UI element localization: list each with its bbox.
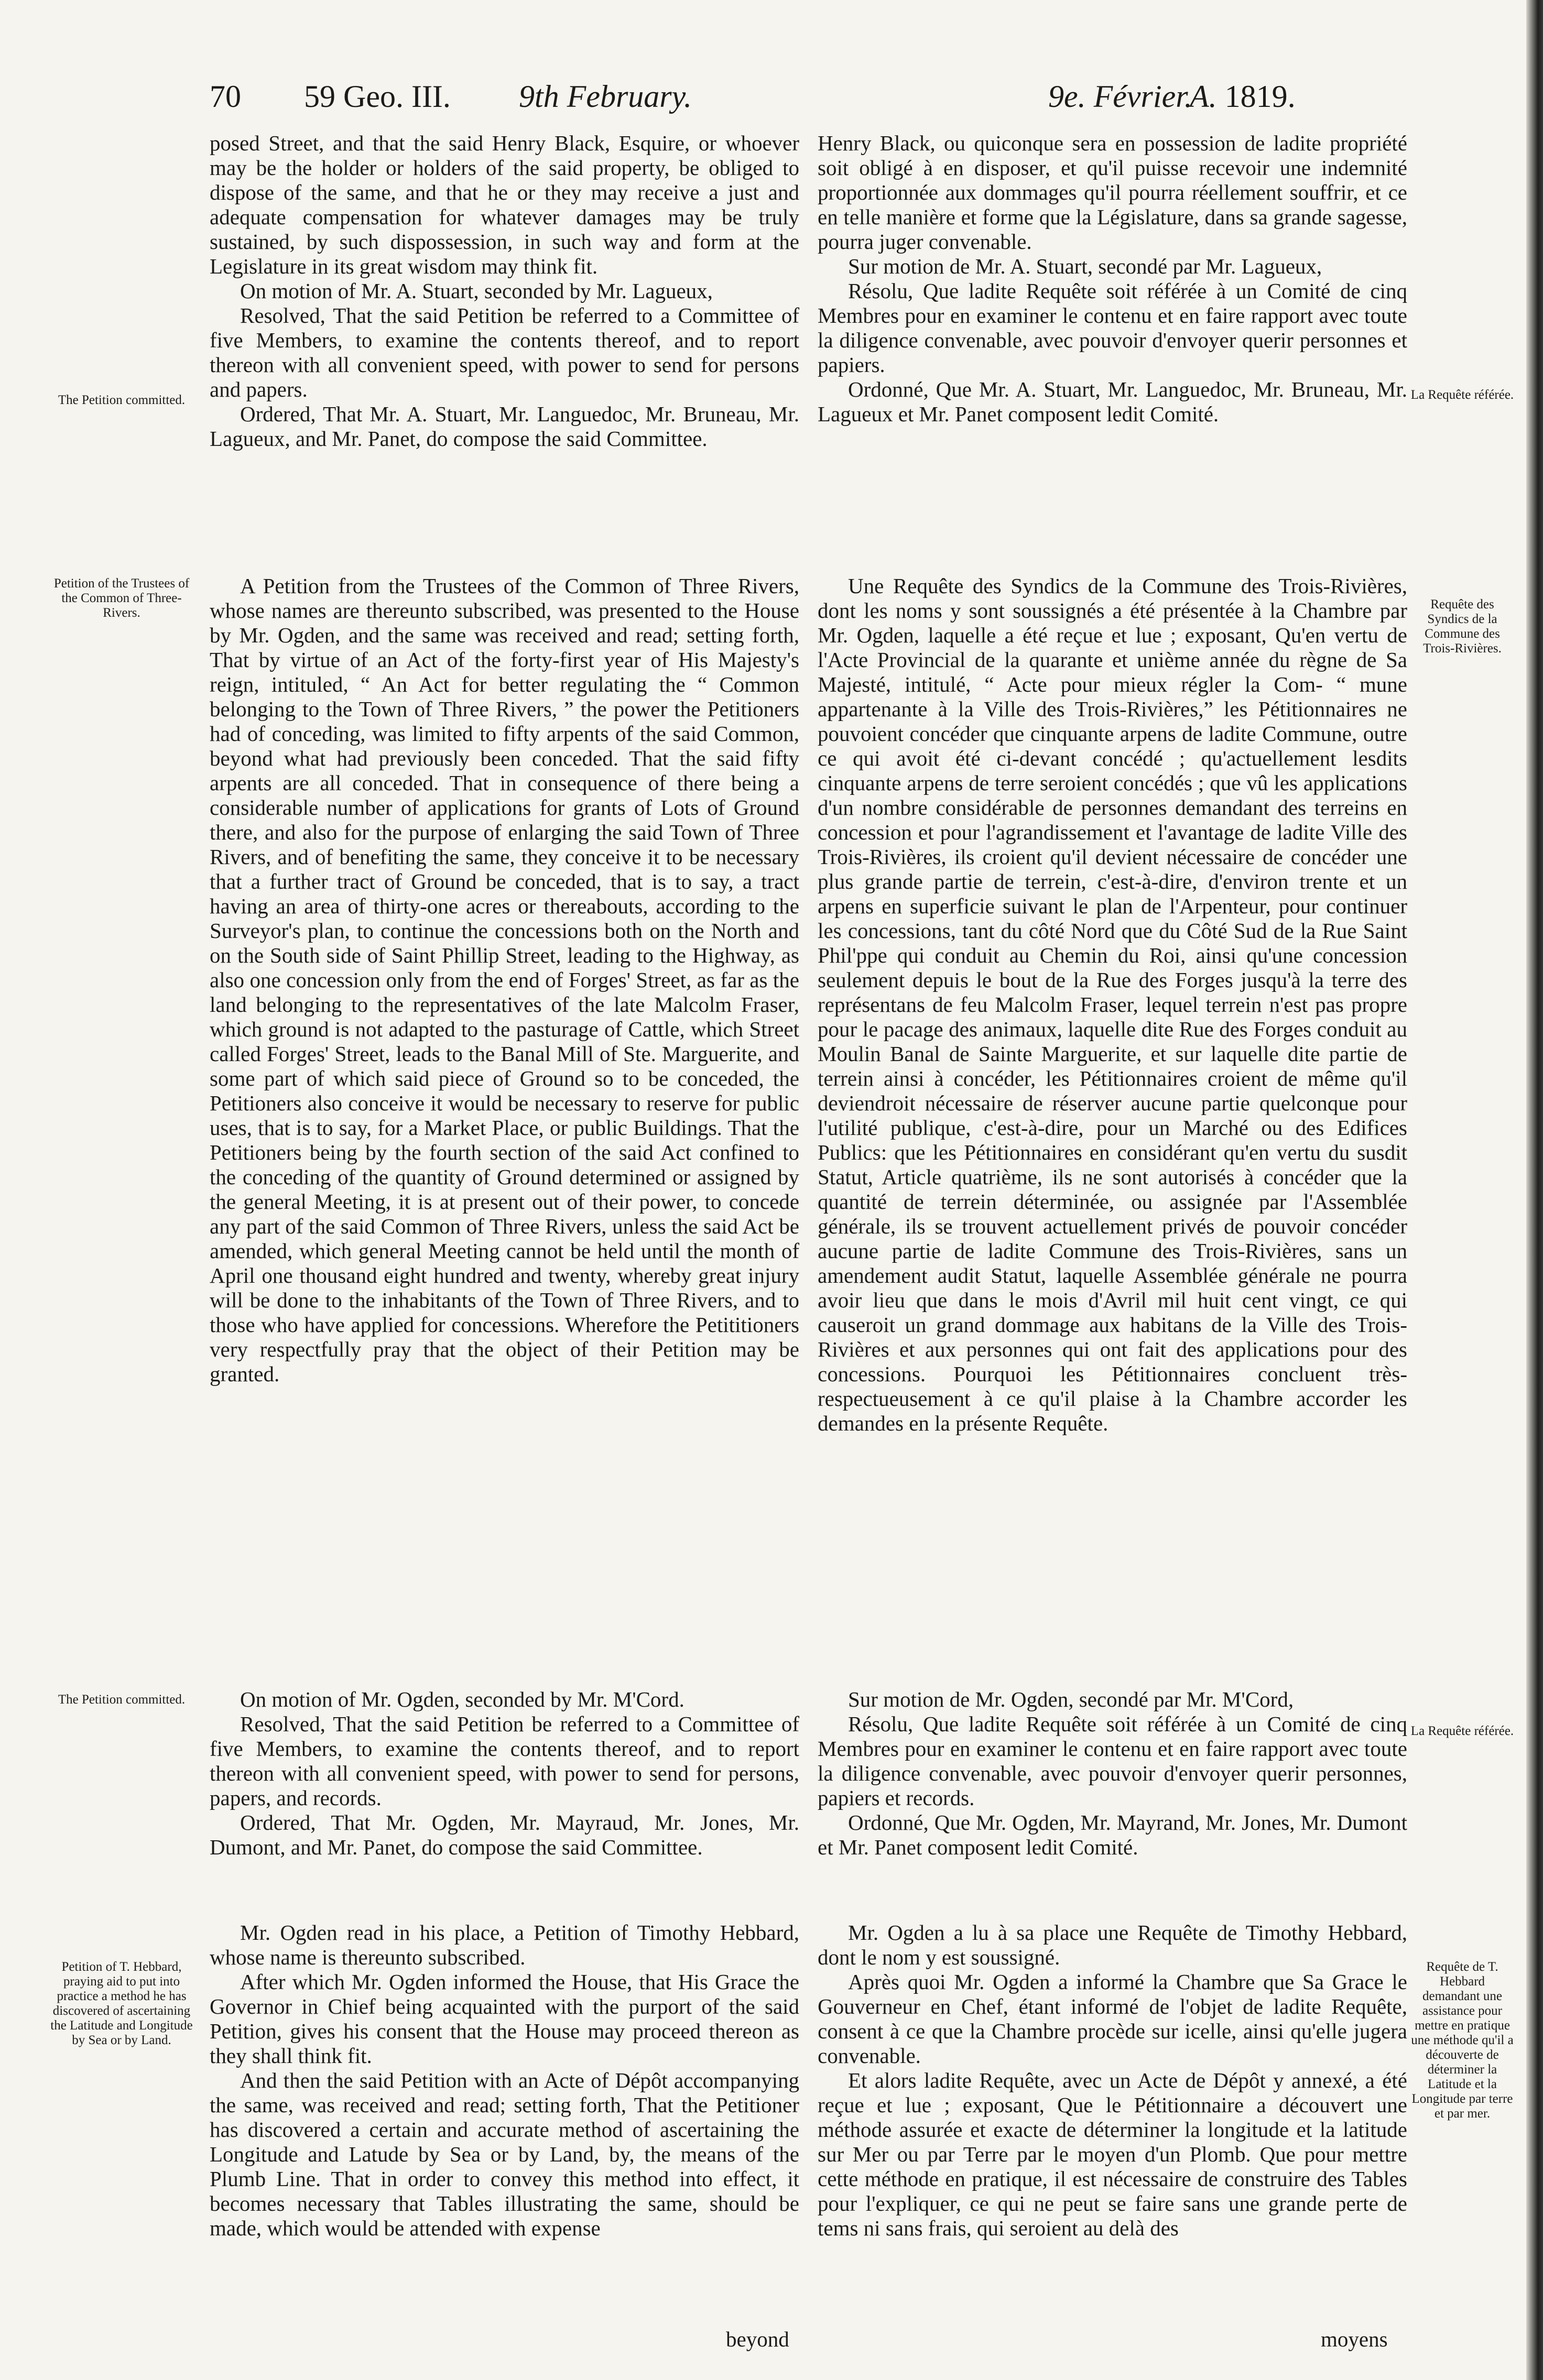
page-header: [210, 79, 1336, 121]
english-block-4: [210, 1920, 799, 2241]
english-paragraph: Mr. Ogden read in his place, a Petition of Timothy Hebbard, whose name is thereunto subscribed.: [210, 1920, 799, 1969]
french-paragraph: Sur motion de Mr. A. Stuart, secondé par Mr. Lagueux,: [848, 254, 1322, 278]
margin-note-left-1: The Petition committed.: [58, 393, 186, 407]
date-french: 9e. Février.: [1048, 79, 1192, 114]
margin-note-left-3: The Petition committed.: [58, 1693, 186, 1707]
year-value: 1819.: [1224, 79, 1296, 114]
french-paragraph: Et alors ladite Requête, avec un Acte de Dépôt y annexé, a été reçue et lue ; exposant, Que le Pétitionnaire a découvert une méthode assurée et exacte de déterminer la longitude et la latitude sur Mer ou par Terre par le moyen d'un Plomb. Que pour mettre cette méthode en pratique, il est nécessaire de construire des Tables pour l'expliquer, ce qui ne peut se faire sans une grande perte de tems ni sans frais, qui seroient au delà des: [818, 2068, 1407, 2240]
year-label: [1190, 79, 1296, 115]
catchword-french: moyens: [1321, 2327, 1388, 2351]
margin-note-right-4: Requête de T. Hebbard demandant une assistance pour mettre en pratique une méthode qu'il a découverte de déterminer la Latitude et la Longitude par terre et par mer.: [1411, 1960, 1514, 2121]
french-paragraph: Ordonné, Que Mr. A. Stuart, Mr. Languedoc, Mr. Bruneau, Mr. Lagueux et Mr. Panet composent ledit Comité.: [818, 377, 1407, 426]
english-block-2: [210, 574, 799, 1386]
english-paragraph: A Petition from the Trustees of the Common of Three Rivers, whose names are thereunto subscribed, was presented to the House by Mr. Ogden, and the same was received and read; setting forth, That by virtue of an Act of the forty-first year of His Majesty's reign, intituled, “ An Act for better regulating the “ Common belonging to the Town of Three Rivers, ” the power the Petitioners had of conceding, was limited to fifty arpents of the said Common, beyond what had previously been conceded. That the said fifty arpents are all conceded. That in consequence of there being a considerable number of applications for grants of Lots of Ground there, and also for the purpose of enlarging the said Town of Three Rivers, and of benefiting the same, they conceive it to be necessary that a further tract of Ground be conceded, that is to say, a tract having an area of thirty-one acres or thereabouts, according to the Surveyor's plan, to continue the concessions both on the North and on the South side of Saint Phillip Street, leading to the Highway, as also one concession only from the end of Forges' Street, as far as the land belonging to the representatives of the late Malcolm Fraser, which ground is not adapted to the pasturage of Cattle, which Street called Forges' Street, leads to the Banal Mill of Ste. Marguerite, and some part of which said piece of Ground so to be conceded, the Petitioners also conceive it would be necessary to reserve for public uses, that is to say, for a Market Place, or public Buildings. That the Petitioners being by the fourth section of the said Act confined to the conceding of the quantity of Ground determined or assigned by the general Meeting, it is at present out of their power, to concede any part of the said Common of Three Rivers, unless the said Act be amended, which general Meeting cannot be held until the month of April one thousand eight hundred and twenty, whereby great injury will be done to the inhabitants of the Town of Three Rivers, and to those who have applied for concessions. Wherefore the Petititioners very respectfully pray that the object of their Petition may be granted.: [210, 574, 799, 1386]
french-paragraph: Une Requête des Syndics de la Commune des Trois-Rivières, dont les noms y sont soussignés a été présentée à la Chambre par Mr. Ogden, laquelle a été reçue et lue ; exposant, Qu'en vertu de l'Acte Provincial de la quarante et unième année du règne de Sa Majesté, intitulé, “ Acte pour mieux régler la Com- “ mune appartenante à la Ville des Trois-Rivières,” les Pétitionnaires ne pouvoient concéder que cinquante arpens de ladite Commune, outre ce qui avoit été ci-devant concédé ; qu'actuellement lesdits cinquante arpens de terre seroient concédés ; que vû les applications d'un nombre considérable de personnes demandant des terreins en concession et pour l'agrandissement et l'avantage de ladite Ville des Trois-Rivières, ils croient qu'il devient nécessaire de concéder une plus grande partie de terrein, c'est-à-dire, d'environ trente et un arpens en superficie suivant le plan de l'Arpenteur, pour continuer les concessions, tant du côté Nord que du Côté Sud de la Rue Saint Phil'ppe qui conduit au Chemin du Roi, ainsi qu'une concession seulement depuis le bout de la Rue des Forges jusqu'à la terre des représentans de feu Malcolm Fraser, lequel terrein n'est pas propre pour le pacage des animaux, laquelle dite Rue des Forges conduit au Moulin Banal de Sainte Marguerite, et sur laquelle dite partie de terrein ainsi à concéder, les Pétitionnaires croient de même qu'il deviendroit nécessaire de réserver aucune partie quelconque pour l'utilité publique, c'est-à-dire, pour un Marché ou des Edifices Publics: que les Pétitionnaires en considérant qu'en vertu du susdit Statut, Article quatrième, ils ne sont autorisés à concéder que la quantité de terrein déterminée, ou assignée par l'Assemblée générale, ils se trouvent actuellement privés de pouvoir concéder aucune partie de ladite Commune des Trois-Rivières, sans un amendement audit Statut, laquelle Assemblée générale ne pourra avoir lieu que dans le mois d'Avril mil huit cent vingt, ce qui causeroit un grand dommage aux habitans de la Ville des Trois-Rivières et aux personnes qui ont fait des applications pour des concessions. Pourquoi les Pétitionnaires concluent très-respectueusement à ce qu'il plaise à la Chambre accorder les demandes en la présente Requête.: [818, 574, 1407, 1435]
french-block-1: [818, 131, 1407, 427]
margin-note-left-4: Petition of T. Hebbard, praying aid to put into practice a method he has discovered of ascertaining the Latitude and Longitude by Sea or by Land.: [50, 1960, 193, 2047]
margin-note-right-1: La Requête référée.: [1410, 388, 1514, 402]
french-block-4: [818, 1920, 1407, 2241]
english-paragraph: Ordered, That Mr. Ogden, Mr. Mayraud, Mr. Jones, Mr. Dumont, and Mr. Panet, do compose the said Committee.: [210, 1810, 799, 1859]
french-paragraph: Henry Black, ou quiconque sera en possession de ladite propriété soit obligé à en disposer, et qu'il puisse recevoir une indemnité proportionnée aux dommages qu'il pourra réellement souffrir, et ce en telle manière et forme que la Législature, dans sa grande sagesse, pourra juger convenable.: [818, 131, 1407, 254]
french-paragraph: Ordonné, Que Mr. Ogden, Mr. Mayrand, Mr. Jones, Mr. Dumont et Mr. Panet composent ledit Comité.: [818, 1810, 1407, 1859]
catchword-english: beyond: [726, 2327, 789, 2351]
english-paragraph: On motion of Mr. Ogden, seconded by Mr. M'Cord.: [240, 1687, 684, 1711]
english-paragraph: Ordered, That Mr. A. Stuart, Mr. Languedoc, Mr. Bruneau, Mr. Lagueux, and Mr. Panet, do compose the said Committee.: [210, 402, 799, 451]
french-block-3: [818, 1687, 1407, 1860]
french-paragraph: Résolu, Que ladite Requête soit référée à un Comité de cinq Membres pour en examiner le contenu et en faire rapport avec toute la diligence convenable, avec pouvoir d'envoyer querir personnes et papiers.: [818, 279, 1407, 377]
french-paragraph: Sur motion de Mr. Ogden, secondé par Mr. M'Cord,: [848, 1687, 1294, 1711]
margin-note-left-2: Petition of the Trustees of the Common of Three-Rivers.: [53, 576, 190, 620]
french-block-2: [818, 574, 1407, 1436]
date-english: 9th February.: [519, 79, 692, 114]
year-prefix: A.: [1190, 79, 1217, 114]
page-number: 70: [210, 79, 241, 114]
french-paragraph: Après quoi Mr. Ogden a informé la Chambre que Sa Grace le Gouverneur en Chef, étant informé de l'objet de ladite Requête, consent à ce que la Chambre procède sur icelle, ainsi qu'elle jugera convenable.: [818, 1970, 1407, 2068]
english-paragraph: On motion of Mr. A. Stuart, seconded by Mr. Lagueux,: [240, 279, 713, 303]
margin-note-right-3: La Requête référée.: [1410, 1724, 1514, 1738]
english-block-1: [210, 131, 799, 451]
reign-label: 59 Geo. III.: [304, 79, 451, 114]
english-paragraph: And then the said Petition with an Acte of Dépôt accompanying the same, was received and read; setting forth, That the Petitioner has discovered a certain and accurate method of ascertaining the Longitude and Latude by Sea or by Land, by, the means of the Plumb Line. That in order to convey this method into effect, it becomes necessary that Tables illustrating the same, should be made, which would be attended with expense: [210, 2068, 799, 2240]
english-block-3: [210, 1687, 799, 1860]
english-paragraph: Resolved, That the said Petition be referred to a Committee of five Members, to examine the contents thereof, and to report thereon with all convenient speed, with power to send for persons and papers.: [210, 303, 799, 401]
french-paragraph: Résolu, Que ladite Requête soit référée à un Comité de cinq Membres pour en examiner le contenu et en faire rapport avec toute la diligence convenable, avec pouvoir d'envoyer querir personnes, papiers et records.: [818, 1712, 1407, 1810]
scan-edge: [1526, 0, 1543, 2380]
english-paragraph: Resolved, That the said Petition be referred to a Committee of five Members, to examine the contents thereof, and to report thereon with all convenient speed, with power to send for persons, papers, and records.: [210, 1712, 799, 1810]
english-paragraph: After which Mr. Ogden informed the House, that His Grace the Governor in Chief being acquainted with the purport of the said Petition, gives his consent that the House may proceed thereon as they shall think fit.: [210, 1970, 799, 2068]
french-paragraph: Mr. Ogden a lu à sa place une Requête de Timothy Hebbard, dont le nom y est soussigné.: [818, 1920, 1407, 1969]
margin-note-right-2: Requête des Syndics de la Commune des Trois-Rivières.: [1423, 597, 1502, 656]
english-paragraph: posed Street, and that the said Henry Black, Esquire, or whoever may be the holder or holders of the said property, be obliged to dispose of the same, and that he or they may receive a just and adequate compensation for whatever damages may be truly sustained, by such dispossession, in such way and form at the Legislature in its great wisdom may think fit.: [210, 131, 799, 278]
